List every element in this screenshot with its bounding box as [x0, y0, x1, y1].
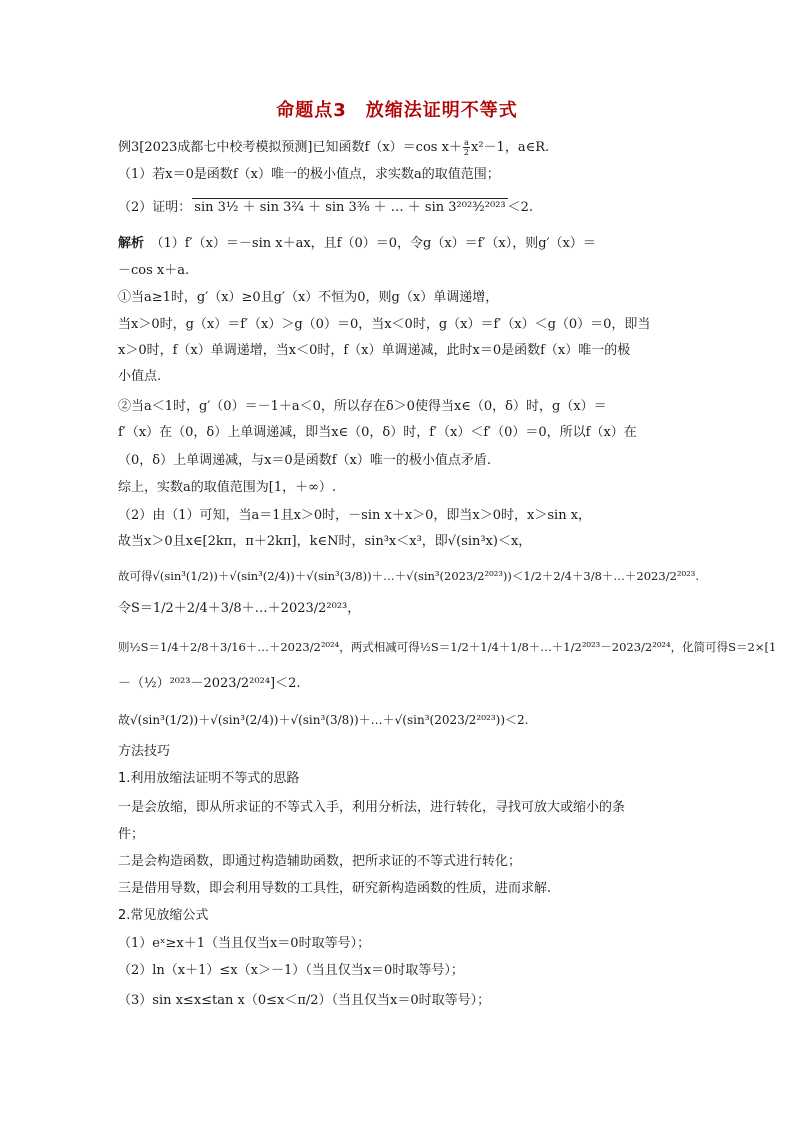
solution-line-13: 故可得√(sin³(1/2))＋√(sin³(2/4))＋√(sin³(3/8))＋…＋√(sin³(2023/2²⁰²³))＜1/2＋2/4＋3/8＋…＋2023/2²⁰²³.: [118, 569, 699, 583]
formula-3: （3）sin x≤x≤tan x（0≤x＜π/2）（当且仅当x＝0时取等号）；: [118, 993, 491, 1008]
solution-line-4: 当x＞0时，g（x）＝f′（x）＞g（0）＝0，当x＜0时，g（x）＝f′（x）＜g（0）＝0，即当: [118, 317, 651, 332]
solution-line-2: －cos x＋a.: [118, 263, 190, 278]
solution-line-7: ②当a＜1时，g′（0）＝－1＋a＜0，所以存在δ＞0使得当x∈（0，δ）时，g（x）＝: [118, 399, 607, 414]
question-1: （1）若x＝0是函数f（x）唯一的极小值点，求实数a的取值范围；: [118, 167, 500, 182]
q2-expression: sin 3¹⁄₂ ＋ sin 3²⁄₄ ＋ sin 3³⁄₈ ＋ … ＋ sin 3²⁰²³⁄₂²⁰²³: [194, 200, 506, 215]
solution-line-17: 故√(sin³(1/2))＋√(sin³(2/4))＋√(sin³(3/8))＋…＋√(sin³(2023/2²⁰²³))＜2.: [118, 713, 529, 727]
example-source: [2023成都七中校考模拟预测]: [139, 140, 313, 155]
methods-sub-1: 1.利用放缩法证明不等式的思路: [118, 771, 300, 786]
solution-label: 解析: [118, 236, 145, 251]
solution-line-1: 解析 （1）f′（x）＝－sin x＋ax，且f（0）＝0，令g（x）＝f′（x），则g′（x）＝: [118, 236, 596, 251]
page-title: 命题点3 放缩法证明不等式: [276, 100, 518, 121]
methods-p1b: 件；: [118, 827, 145, 842]
stem-fraction: $\frac{a}{2}$: [463, 138, 469, 157]
solution-line-14: 令S＝1/2＋2/4＋3/8＋…＋2023/2²⁰²³，: [118, 601, 361, 616]
solution-line-8: f′（x）在（0，δ）上单调递减，即当x∈（0，δ）时，f′（x）＜f′（0）＝0，所以f（x）在: [118, 425, 637, 440]
solution-line-9: （0，δ）上单调递减，与x＝0是函数f（x）唯一的极小值点矛盾.: [118, 453, 491, 468]
solution-line-11: （2）由（1）可知，当a＝1且x＞0时，－sin x＋x＞0，即当x＞0时，x＞sin x，: [118, 508, 592, 523]
formula-2: （2）ln（x＋1）≤x（x＞－1）（当且仅当x＝0时取等号）；: [118, 963, 464, 978]
solution-line-12: 故当x＞0且x∈[2kπ，π＋2kπ]，k∈N时，sin³x＜x³，即√(sin³x)＜x，: [118, 534, 532, 549]
example-label: 例3: [118, 140, 140, 155]
question-2: （2）证明： sin 3¹⁄₂ ＋ sin 3²⁄₄ ＋ sin 3³⁄₈ ＋ … ＋ sin 3²⁰²³⁄₂²⁰²³ ＜2.: [118, 200, 534, 215]
example-stem: [118, 138, 678, 157]
formula-1: （1）eˣ≥x＋1（当且仅当x＝0时取等号）；: [118, 936, 371, 951]
solution-line-5: x＞0时，f（x）单调递增，当x＜0时，f（x）单调递减，此时x＝0是函数f（x）唯一的极: [118, 343, 631, 358]
solution-line-3: ①当a≥1时，g′（x）≥0且g′（x）不恒为0，则g（x）单调递增，: [118, 290, 499, 305]
solution-line-15: 则½S＝1/4＋2/8＋3/16＋…＋2023/2²⁰²⁴，两式相减可得½S＝1/2＋1/4＋1/8＋…＋1/2²⁰²³－2023/2²⁰²⁴，化简可得S＝2×[1: [118, 640, 777, 654]
solution-line-6: 小值点.: [118, 369, 162, 384]
solution-line-16: －（½）²⁰²³－2023/2²⁰²⁴]＜2.: [118, 676, 301, 691]
example-stem-text: 已知函数f（x）＝cos x＋: [312, 140, 462, 155]
methods-heading: 方法技巧: [118, 744, 171, 759]
methods-p2: 二是会构造函数，即通过构造辅助函数，把所求证的不等式进行转化；: [118, 854, 522, 869]
methods-p1a: 一是会放缩，即从所求证的不等式入手，利用分析法，进行转化，寻找可放大或缩小的条: [118, 800, 626, 815]
example-stem-tail: x²－1，a∈R.: [471, 140, 550, 155]
methods-p3: 三是借用导数，即会利用导数的工具性，研究新构造函数的性质，进而求解.: [118, 881, 552, 896]
methods-sub-2: 2.常见放缩公式: [118, 908, 209, 923]
solution-line-10: 综上，实数a的取值范围为[1，＋∞）.: [118, 480, 337, 495]
